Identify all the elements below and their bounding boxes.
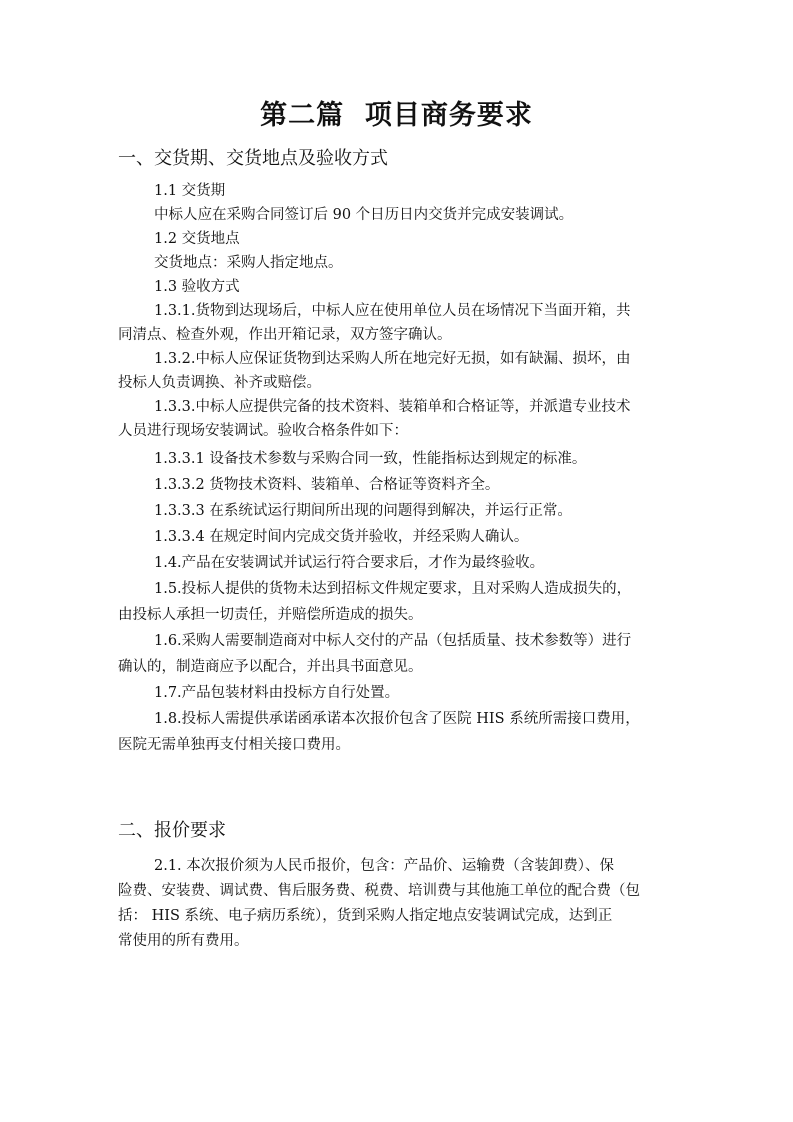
paragraph-line: 确认的，制造商应予以配合，并出具书面意见。 xyxy=(118,659,423,675)
paragraph-line: 括： HIS 系统、电子病历系统），货到采购人指定地点安装调试完成，达到正 xyxy=(118,908,613,924)
paragraph-line: 1.6.采购人需要制造商对中标人交付的产品（包括质量、技术参数等）进行 xyxy=(154,633,632,649)
page-title: 第二篇 项目商务要求 xyxy=(260,100,533,131)
paragraph-line: 1.4.产品在安装调试并试运行符合要求后，才作为最终验收。 xyxy=(154,555,545,571)
paragraph-line: 交货地点：采购人指定地点。 xyxy=(154,255,343,271)
paragraph-line: 1.7.产品包装材料由投标方自行处置。 xyxy=(154,685,400,701)
paragraph-line: 同清点、检查外观，作出开箱记录，双方签字确认。 xyxy=(118,327,452,343)
paragraph-line: 医院无需单独再支付相关接口费用。 xyxy=(118,737,350,753)
paragraph-line: 由投标人承担一切责任，并赔偿所造成的损失。 xyxy=(118,607,423,623)
paragraph-line: 1.3.3.2 货物技术资料、装箱单、合格证等资料齐全。 xyxy=(154,477,500,493)
paragraph-line: 1.3.3.中标人应提供完备的技术资料、装箱单和合格证等，并派遣专业技术 xyxy=(154,399,631,415)
paragraph-line: 中标人应在采购合同签订后 90 个日历日内交货并完成安装调试。 xyxy=(154,207,574,223)
paragraph-line: 1.8.投标人需提供承诺函承诺本次报价包含了医院 HIS 系统所需接口费用， xyxy=(154,711,640,727)
paragraph-line: 1.3.3.1 设备技术参数与采购合同一致，性能指标达到规定的标准。 xyxy=(154,451,587,467)
paragraph-line: 人员进行现场安装调试。验收合格条件如下： xyxy=(118,423,408,439)
paragraph-line: 1.2 交货地点 xyxy=(154,231,240,247)
section-heading-pricing: 二、报价要求 xyxy=(118,820,226,841)
paragraph-line: 1.1 交货期 xyxy=(154,183,226,199)
paragraph-line: 1.3.2.中标人应保证货物到达采购人所在地完好无损，如有缺漏、损坏，由 xyxy=(154,351,631,367)
paragraph-line: 险费、安装费、调试费、售后服务费、税费、培训费与其他施工单位的配合费（包 xyxy=(118,883,640,899)
paragraph-line: 投标人负责调换、补齐或赔偿。 xyxy=(118,375,321,391)
paragraph-line: 常使用的所有费用。 xyxy=(118,933,249,949)
paragraph-line: 1.3.3.3 在系统试运行期间所出现的问题得到解决，并运行正常。 xyxy=(154,503,572,519)
paragraph-line: 1.3 验收方式 xyxy=(154,279,240,295)
section-heading-delivery: 一、交货期、交货地点及验收方式 xyxy=(118,148,388,169)
paragraph-line: 1.5.投标人提供的货物未达到招标文件规定要求，且对采购人造成损失的， xyxy=(154,581,632,597)
paragraph-line: 2.1. 本次报价须为人民币报价，包含：产品价、运输费（含装卸费）、保 xyxy=(154,858,615,874)
paragraph-line: 1.3.3.4 在规定时间内完成交货并验收，并经采购人确认。 xyxy=(154,529,529,545)
paragraph-line: 1.3.1.货物到达现场后，中标人应在使用单位人员在场情况下当面开箱，共 xyxy=(154,303,631,319)
